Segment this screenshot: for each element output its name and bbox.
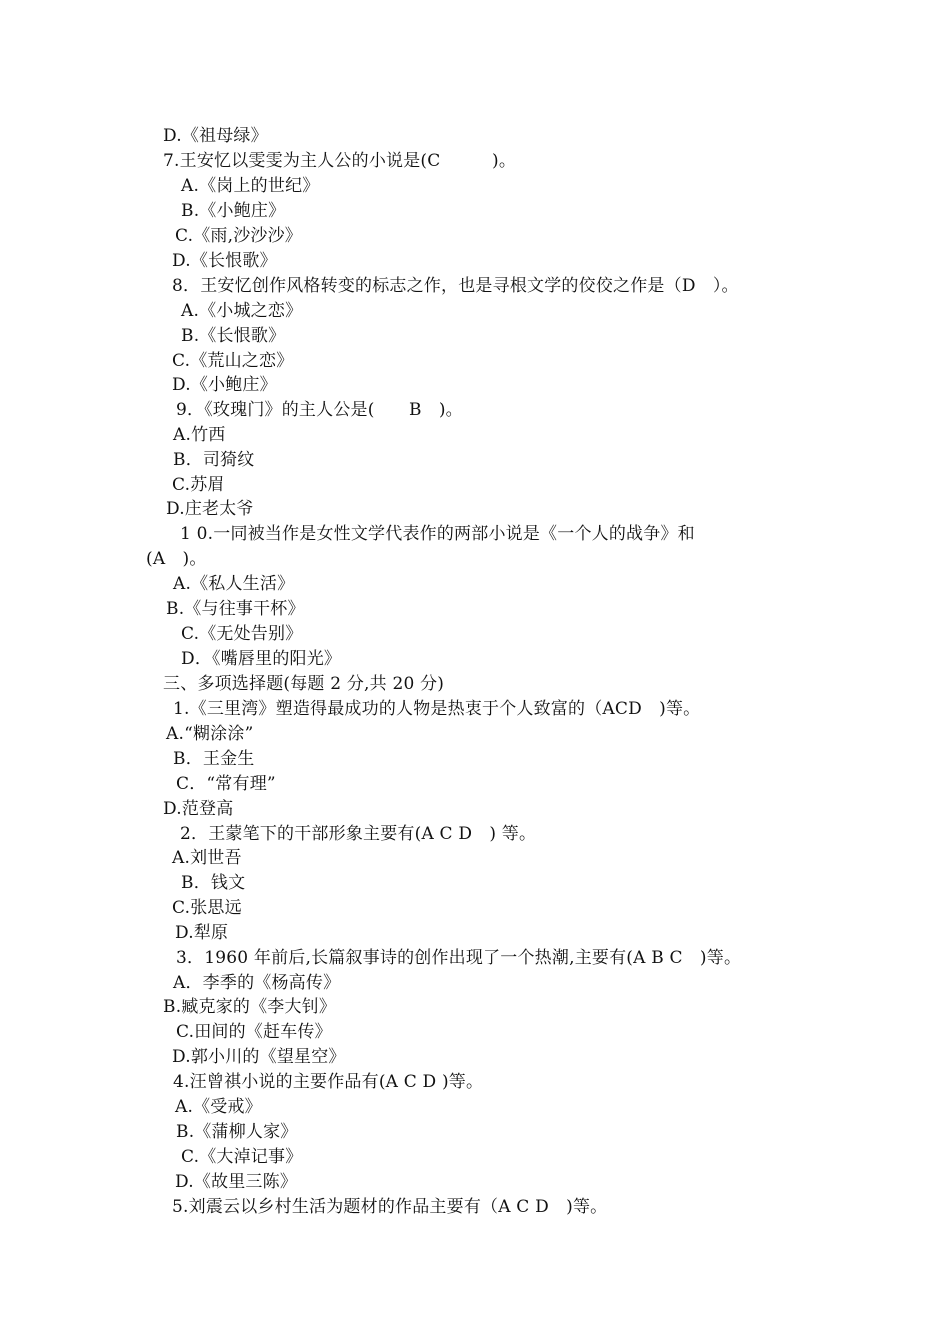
option-line: C.《无处告别》	[181, 624, 303, 644]
option-line: C.《荒山之恋》	[172, 351, 294, 371]
question-line: 8．王安忆创作风格转变的标志之作，也是寻根文学的佼佼之作是（D ）。	[172, 276, 739, 296]
question-line-continued: (A )。	[146, 549, 207, 569]
option-line: A.“糊涂涂”	[166, 724, 254, 744]
option-line: D.犁原	[175, 923, 229, 943]
option-line: D.《祖母绿》	[163, 126, 268, 146]
section-heading: 三、多项选择题(每题 2 分,共 20 分)	[163, 674, 445, 694]
option-line: B.《长恨歌》	[181, 326, 286, 346]
option-line: B．王金生	[173, 749, 255, 769]
option-line: D.《故里三陈》	[175, 1172, 298, 1192]
question-line: 4.汪曾祺小说的主要作品有(A C D )等。	[173, 1072, 484, 1092]
option-line: B.《与往事干杯》	[166, 599, 305, 619]
option-line: B.《蒲柳人家》	[176, 1122, 298, 1142]
option-line: A.《岗上的世纪》	[181, 176, 320, 196]
option-line: C.苏眉	[172, 475, 225, 495]
option-line: C.《大淖记事》	[181, 1147, 303, 1167]
option-line: A.竹西	[173, 425, 226, 445]
option-line: C.《雨,沙沙沙》	[175, 226, 303, 246]
question-line: 1 0.一同被当作是女性文学代表作的两部小说是《一个人的战争》和	[180, 524, 695, 544]
option-line: C．“常有理”	[176, 774, 276, 794]
question-line: 5.刘震云以乡村生活为题材的作品主要有（A C D )等。	[172, 1197, 608, 1217]
option-line: A．李季的《杨高传》	[173, 973, 341, 993]
option-line: D.《长恨歌》	[172, 251, 277, 271]
option-line: D．《嘴唇里的阳光》	[181, 649, 342, 669]
option-line: D.《小鲍庄》	[172, 375, 277, 395]
option-line: D.庄老太爷	[166, 499, 254, 519]
option-line: A.刘世吾	[172, 848, 242, 868]
question-line: 3．1960 年前后,长篇叙事诗的创作出现了一个热潮,主要有(A B C )等。	[176, 948, 742, 968]
question-line: 9．《玫瑰门》的主人公是( B )。	[176, 400, 463, 420]
option-line: C.张思远	[172, 898, 242, 918]
option-line: D.郭小川的《望星空》	[172, 1047, 346, 1067]
option-line: A.《私人生活》	[173, 574, 295, 594]
option-line: D.范登高	[163, 799, 234, 819]
question-line: 1.《三里湾》塑造得最成功的人物是热衷于个人致富的（ACD )等。	[173, 699, 701, 719]
option-line: B.臧克家的《李大钊》	[163, 997, 337, 1017]
option-line: B．钱文	[181, 873, 246, 893]
option-line: A.《受戒》	[175, 1097, 262, 1117]
option-line: B．司猗纹	[173, 450, 255, 470]
question-line: 2．王蒙笔下的干部形象主要有(A C D ) 等。	[180, 824, 537, 844]
option-line: B.《小鲍庄》	[181, 201, 286, 221]
option-line: C.田间的《赶车传》	[176, 1022, 332, 1042]
question-line: 7.王安忆以雯雯为主人公的小说是(C )。	[163, 151, 517, 171]
option-line: A.《小城之恋》	[181, 301, 303, 321]
